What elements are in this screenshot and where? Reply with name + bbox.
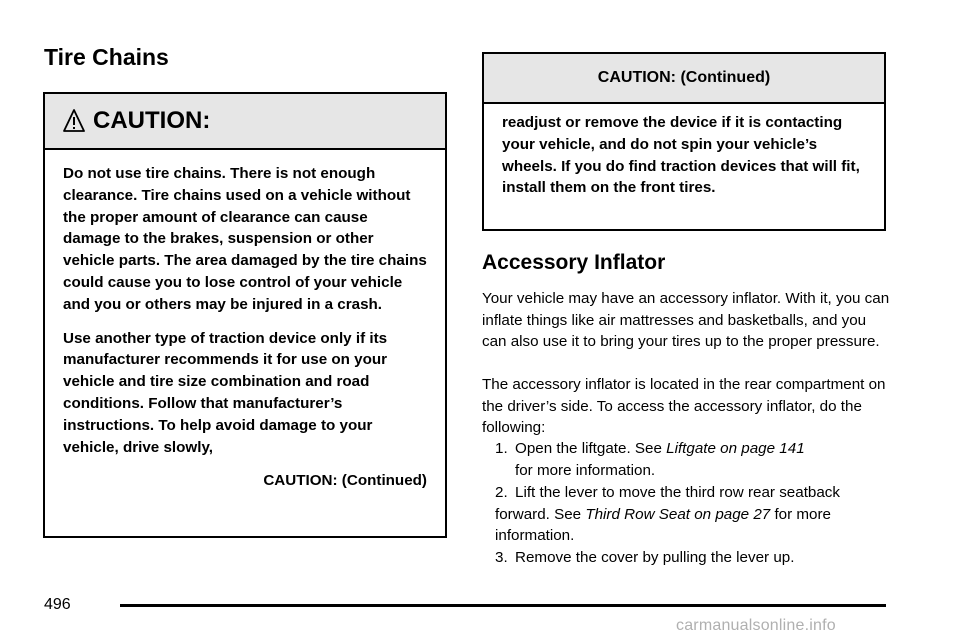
caution-continued-label: CAUTION: (Continued) (263, 472, 427, 490)
caution-continued-header: CAUTION: (Continued) (484, 54, 884, 104)
caution-continued-box (482, 52, 886, 231)
page-number: 496 (44, 596, 71, 613)
caution-body (45, 150, 445, 492)
list-item: 3. Remove the cover by pulling the lever up. (495, 549, 795, 566)
caution-triangle-icon (63, 109, 85, 133)
list-item: 1. Open the liftgate. See Liftgate on page 141 for more information. (495, 440, 805, 479)
cross-reference-link[interactable]: Liftgate on page 141 (666, 440, 805, 457)
inflator-paragraph: Your vehicle may have an accessory inflator. With it, you can inflate things like air mattresses and basketballs, and you can also use it to bring your tires up to the proper pressure. (482, 290, 890, 351)
caution-box (43, 92, 447, 538)
caution-continued-text: readjust or remove the device if it is contacting your vehicle, and do not spin your vehicle’s wheels. If you do find traction devices that will fit, install them on the front tires. (502, 114, 860, 197)
section-title-tire-chains: Tire Chains (44, 44, 169, 70)
caution-continued-body (484, 104, 884, 199)
watermark: carmanualsonline.info (676, 617, 836, 634)
caution-paragraph: Use another type of traction device only if its manufacturer recommends it for use on your vehicle and tire size combination and road conditions. Follow that manufacturer’s instructions. To help avoid damage to your vehicle, drive slowly, (63, 329, 388, 456)
footer-divider (120, 604, 886, 607)
inflator-paragraph: The accessory inflator is located in the rear compartment on the driver’s side. To access the accessory inflator, do the following: (482, 376, 886, 437)
list-item: 2. Lift the lever to move the third row rear seatback forward. See Third Row Seat on page 27 for more information. (495, 484, 840, 545)
cross-reference-link[interactable]: Third Row Seat on page 27 (585, 505, 771, 523)
section-title-accessory-inflator: Accessory Inflator (482, 251, 666, 274)
caution-header (45, 94, 445, 150)
caution-paragraph: Do not use tire chains. There is not enough clearance. Tire chains used on a vehicle without the proper amount of clearance can cause damage to the brakes, suspension or other vehicle parts. The area damaged by the tire chains could cause you to lose control of your vehicle and you or others may be injured in a crash. (63, 165, 427, 313)
caution-title: CAUTION: (93, 107, 211, 134)
